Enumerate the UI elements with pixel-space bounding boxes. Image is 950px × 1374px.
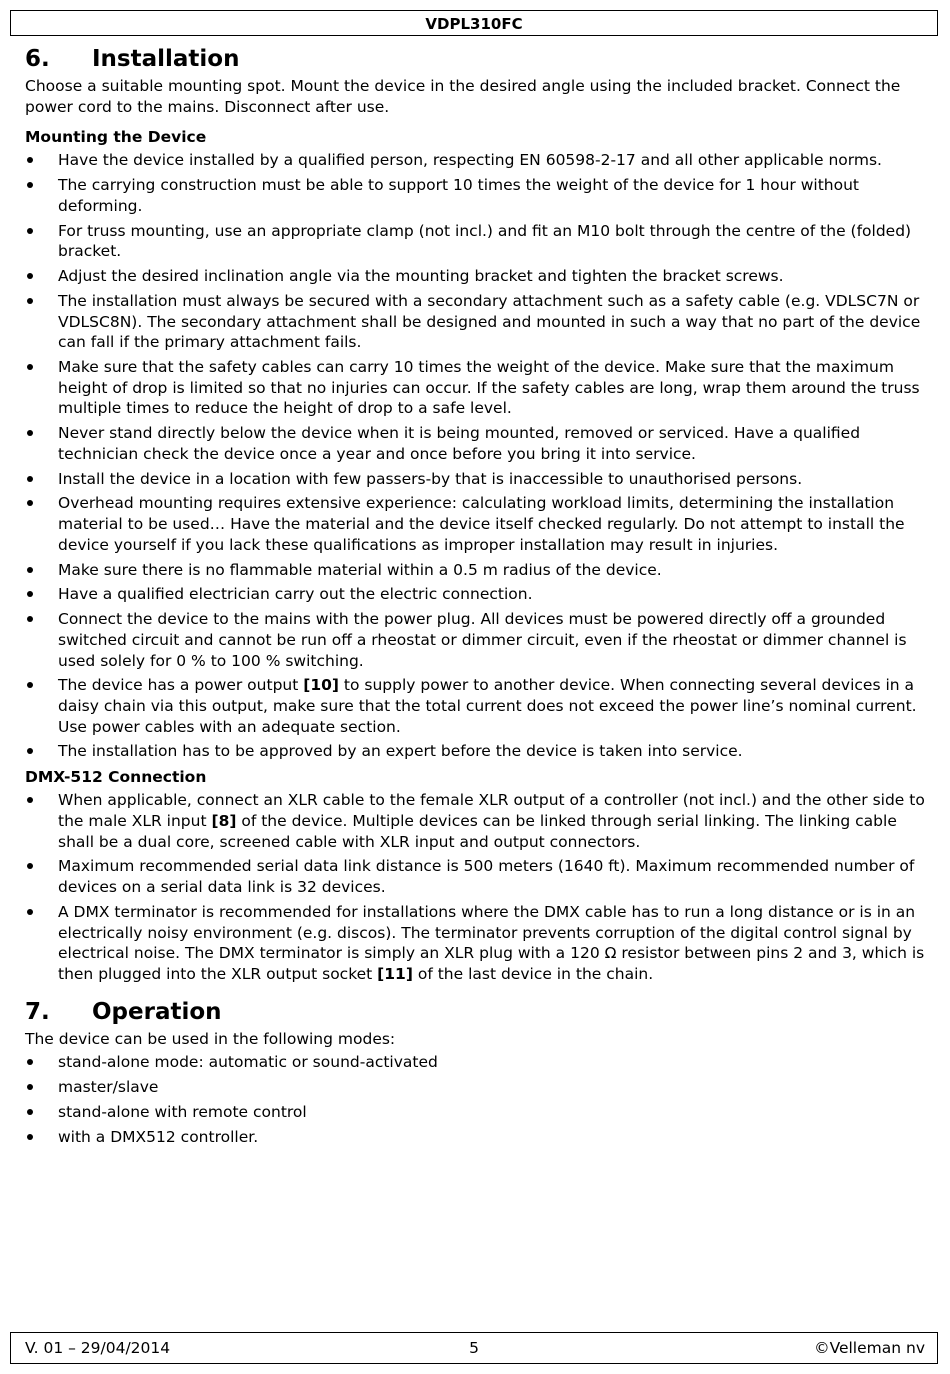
page-header bbox=[10, 10, 938, 36]
bullet-icon bbox=[27, 567, 33, 573]
bullet-icon bbox=[27, 228, 33, 234]
bullet-icon bbox=[27, 1084, 33, 1090]
mounting-heading: Mounting the Device bbox=[25, 128, 207, 147]
mounting-list bbox=[25, 150, 930, 762]
list-item: Adjust the desired inclination angle via the mounting bracket and tighten the bracket screws. bbox=[25, 266, 930, 287]
reference-number: [10] bbox=[303, 676, 339, 695]
bullet-icon bbox=[27, 1109, 33, 1115]
list-item: Never stand directly below the device when it is being mounted, removed or serviced. Have a qualified technician check the device once a year and once before you bring it into service. bbox=[25, 423, 930, 464]
bullet-icon bbox=[27, 364, 33, 370]
bullet-icon bbox=[27, 298, 33, 304]
list-item: with a DMX512 controller. bbox=[25, 1127, 930, 1148]
list-item: The carrying construction must be able to support 10 times the weight of the device for 1 hour without deforming. bbox=[25, 175, 930, 216]
section-heading-installation bbox=[25, 42, 930, 76]
bullet-icon bbox=[27, 182, 33, 188]
header-title: VDPL310FC bbox=[425, 15, 523, 33]
footer-page-number: 5 bbox=[469, 1339, 479, 1357]
bullet-icon bbox=[27, 682, 33, 688]
bullet-icon bbox=[27, 909, 33, 915]
page-footer bbox=[10, 1332, 938, 1364]
list-item: Connect the device to the mains with the power plug. All devices must be powered directly off a grounded switched circuit and cannot be run off a rheostat or dimmer circuit, even if the rheostat or dimmer channel is used solely for 0 % to 100 % switching. bbox=[25, 609, 930, 671]
list-item: For truss mounting, use an appropriate clamp (not incl.) and fit an M10 bolt through the centre of the (folded) bracket. bbox=[25, 221, 930, 262]
installation-intro: Choose a suitable mounting spot. Mount the device in the desired angle using the included bracket. Connect the power cord to the mains. Disconnect after use. bbox=[25, 77, 901, 116]
list-item: master/slave bbox=[25, 1077, 930, 1098]
list-item: Have a qualified electrician carry out the electric connection. bbox=[25, 584, 930, 605]
bullet-icon bbox=[27, 797, 33, 803]
section-heading-operation bbox=[25, 995, 930, 1029]
list-item: Maximum recommended serial data link distance is 500 meters (1640 ft). Maximum recommended number of devices on a serial data link is 32 devices. bbox=[25, 856, 930, 897]
footer-copyright: ©Velleman nv bbox=[814, 1339, 925, 1357]
dmx-heading: DMX-512 Connection bbox=[25, 768, 207, 787]
list-item: The device has a power output [10] to supply power to another device. When connecting several devices in a daisy chain via this output, make sure that the total current does not exceed the power line’s nominal current. Use power cables with an adequate section. bbox=[25, 675, 930, 737]
list-item: Make sure that the safety cables can carry 10 times the weight of the device. Make sure that the maximum height of drop is limited so that no injuries can occur. If the safety cables are long, wrap them around the truss multiple times to reduce the height of drop to a safe level. bbox=[25, 357, 930, 419]
list-item: The installation must always be secured with a secondary attachment such as a safety cable (e.g. VDLSC7N or VDLSC8N). The secondary attachment shall be designed and mounted in such a way that no part of the device can fall if the primary attachment fails. bbox=[25, 291, 930, 353]
reference-number: [11] bbox=[377, 964, 413, 983]
bullet-icon bbox=[27, 1134, 33, 1140]
list-item: Overhead mounting requires extensive experience: calculating workload limits, determining the installation material to be used… Have the material and the device itself checked regularly. Do not attempt to install the device yourself if you lack these qualifications as improper installation may result in injuries. bbox=[25, 493, 930, 555]
bullet-icon bbox=[27, 500, 33, 506]
list-item: A DMX terminator is recommended for installations where the DMX cable has to run a long distance or is in an electrically noisy environment (e.g. discos). The terminator prevents corruption of the digital control signal by electrical noise. The DMX terminator is simply an XLR plug with a 120 Ω resistor between pins 2 and 3, which is then plugged into the XLR output socket [11] of the last device in the chain. bbox=[25, 902, 930, 984]
footer-version: V. 01 – 29/04/2014 bbox=[25, 1339, 171, 1357]
list-item: stand-alone with remote control bbox=[25, 1102, 930, 1123]
list-item: Install the device in a location with few passers-by that is inaccessible to unauthorised persons. bbox=[25, 469, 930, 490]
page-content bbox=[25, 42, 930, 1152]
list-item: When applicable, connect an XLR cable to the female XLR output of a controller (not incl.) and the other side to the male XLR input [8] of the device. Multiple devices can be linked through serial linking. The linking cable shall be a dual core, screened cable with XLR input and output connectors. bbox=[25, 790, 930, 852]
list-item: Have the device installed by a qualified person, respecting EN 60598-2-17 and all other applicable norms. bbox=[25, 150, 930, 171]
section-number: 7. bbox=[25, 998, 50, 1025]
reference-number: [8] bbox=[211, 811, 237, 830]
bullet-icon bbox=[27, 1059, 33, 1065]
section-title: Operation bbox=[92, 998, 222, 1025]
bullet-icon bbox=[27, 430, 33, 436]
bullet-icon bbox=[27, 616, 33, 622]
list-item: stand-alone mode: automatic or sound-activated bbox=[25, 1052, 930, 1073]
operation-intro: The device can be used in the following modes: bbox=[25, 1029, 396, 1048]
operation-modes-list bbox=[25, 1052, 930, 1147]
list-item: Make sure there is no flammable material within a 0.5 m radius of the device. bbox=[25, 560, 930, 581]
dmx-list bbox=[25, 790, 930, 984]
section-number: 6. bbox=[25, 46, 50, 72]
bullet-icon bbox=[27, 863, 33, 869]
bullet-icon bbox=[27, 748, 33, 754]
section-title: Installation bbox=[92, 46, 240, 72]
bullet-icon bbox=[27, 476, 33, 482]
bullet-icon bbox=[27, 273, 33, 279]
bullet-icon bbox=[27, 591, 33, 597]
bullet-icon bbox=[27, 157, 33, 163]
list-item: The installation has to be approved by an expert before the device is taken into service. bbox=[25, 741, 930, 762]
